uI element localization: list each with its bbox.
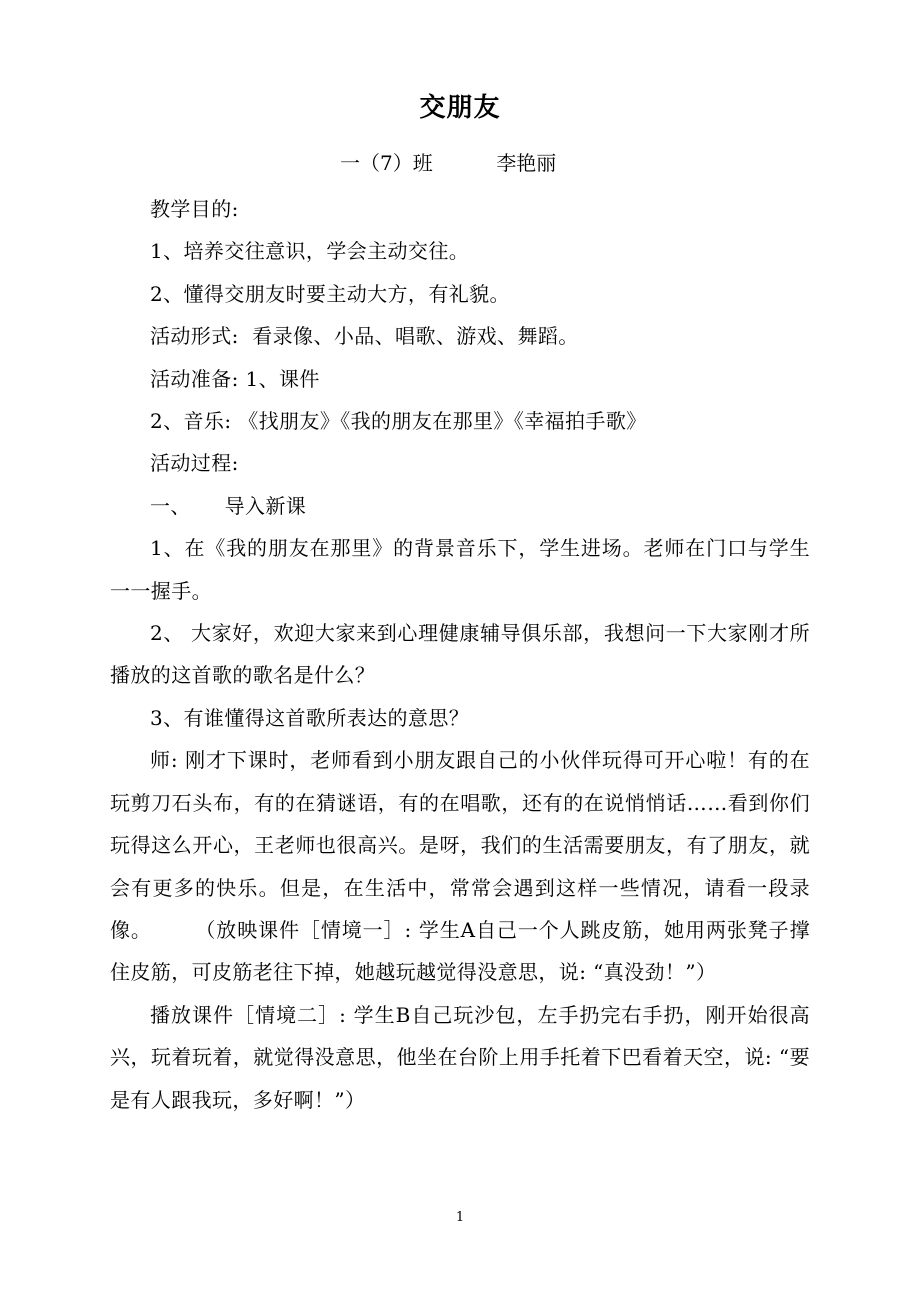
section-heading-process: 活动过程: [150,451,239,476]
document-title: 交朋友 [419,93,501,123]
activity-format: 活动形式: 看录像、小品、唱歌、游戏、舞蹈。 [150,324,579,349]
activity-preparation: 活动准备: 1、课件 [150,366,320,391]
objective-item: 1、培养交往意识，学会主动交往。 [150,239,470,264]
body-paragraph: 1、在《我的朋友在那里》的背景音乐下，学生进场。老师在门口与学生一一握手。 [110,536,810,603]
body-paragraph: 2、 大家好，欢迎大家来到心理健康辅导俱乐部，我想问一下大家刚才所播放的这首歌的歌名是什么？ [110,621,810,688]
page-number: 1 [455,1210,465,1225]
document-body [110,188,810,1121]
byline [340,146,640,180]
objective-item: 2、懂得交朋友时要主动大方，有礼貌。 [150,281,510,306]
section-heading-objectives: 教学目的: [150,197,239,221]
body-paragraph: 师: 刚才下课时，老师看到小朋友跟自己的小伙伴玩得可开心啦！有的在玩剪刀石头布，有的在猜谜语，有的在唱歌，还有的在说悄悄话……看到你们玩得这么开心，王老师也很高兴。是呀，我们的生活需要朋友，有了朋友，就会有更多的快乐。但是，在生活中，常常会遇到这样一些情况，请看一段录像。 （放映课件［情境一］: 学生A自己一个人跳皮筋，她用两张凳子撑住皮筋，可皮筋老往下掉，她越玩越觉得没意思，说: “真没劲！”） [110,748,810,985]
author-name: 李艳丽 [496,151,557,175]
body-paragraph: 3、有谁懂得这首歌所表达的意思？ [150,705,470,730]
class-label: 一（7）班 [340,151,433,175]
body-paragraph: 播放课件［情境二］: 学生B自己玩沙包，左手扔完右手扔，刚开始很高兴，玩着玩着，就觉得没意思，他坐在台阶上用手托着下巴看着天空，说: “要是有人跟我玩，多好啊！”） [110,1002,810,1112]
process-step-heading: 一、 导入新课 [150,493,307,518]
activity-preparation-music: 2、音乐: 《找朋友》《我的朋友在那里》《幸福拍手歌》 [150,409,647,434]
